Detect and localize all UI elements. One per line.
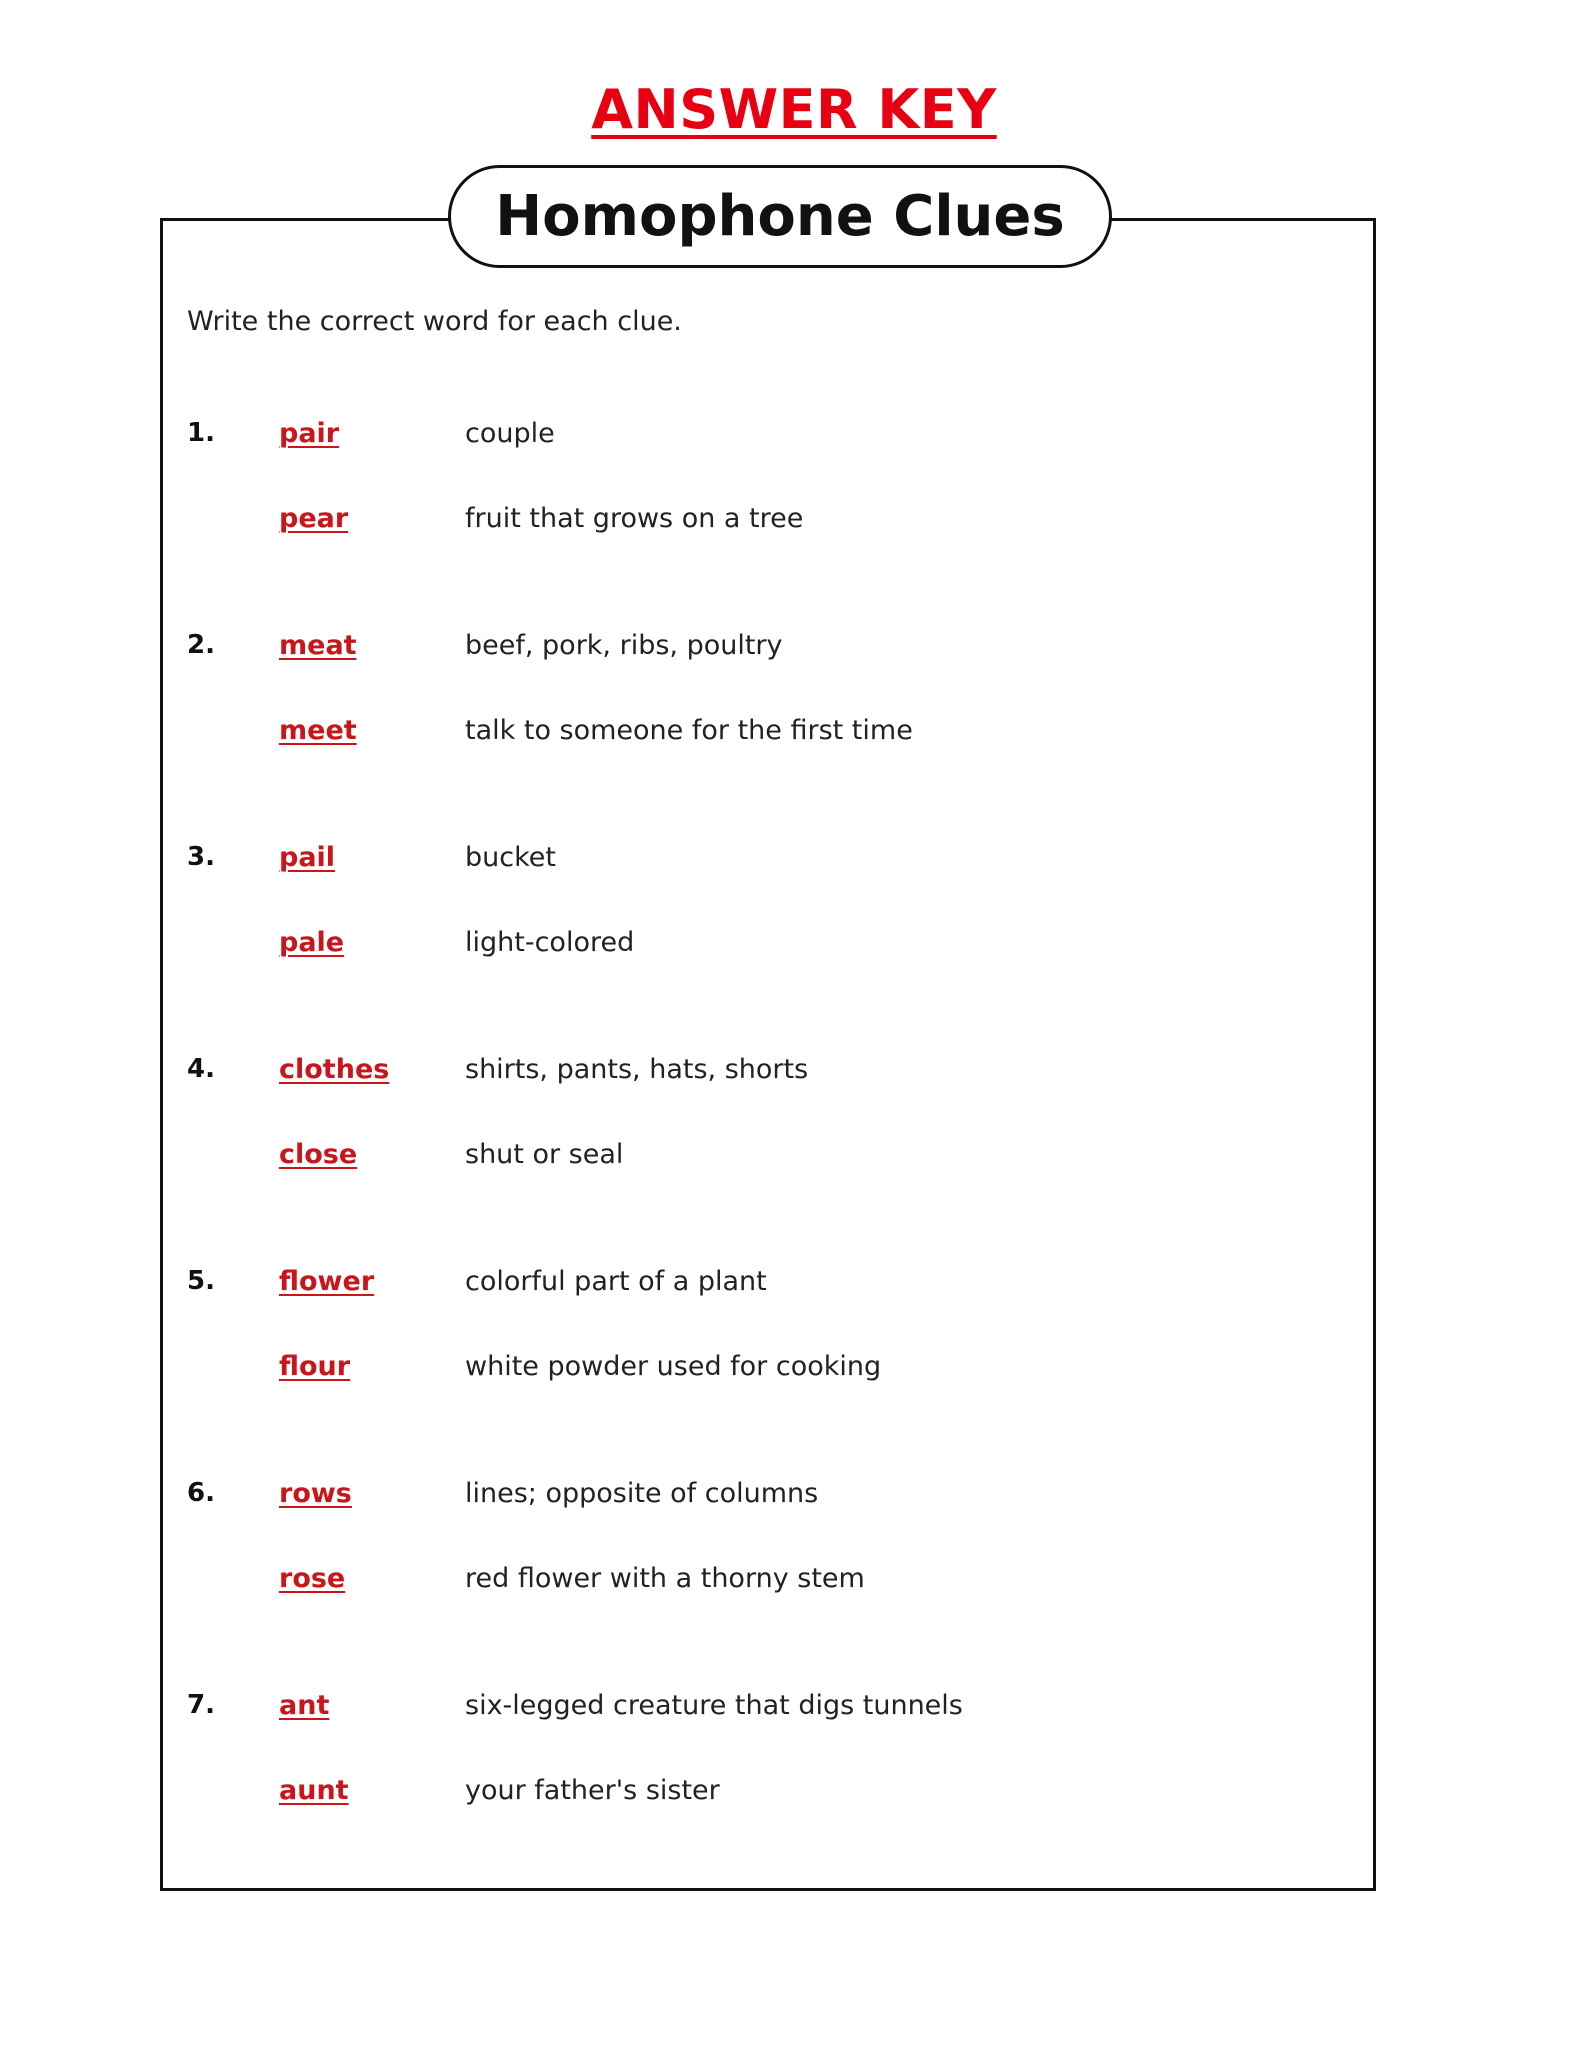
item-7-row-b: [0, 1775, 1200, 1815]
item-number: 7.: [187, 1690, 215, 1720]
clue-text: lines; opposite of columns: [465, 1478, 819, 1509]
item-2-row-a: [0, 630, 1200, 670]
clue-text: beef, pork, ribs, poultry: [465, 630, 783, 661]
clue-text: shirts, pants, hats, shorts: [465, 1054, 809, 1085]
clue-text: shut or seal: [465, 1139, 624, 1170]
clue-text: talk to someone for the first time: [465, 715, 913, 746]
answer-word: close: [279, 1139, 358, 1170]
answer-word: pail: [279, 842, 336, 873]
item-6-row-b: [0, 1563, 1200, 1603]
clue-text: fruit that grows on a tree: [465, 503, 804, 534]
instructions: Write the correct word for each clue.: [187, 306, 682, 337]
clue-text: bucket: [465, 842, 556, 873]
answer-word: pear: [279, 503, 349, 534]
item-number: 4.: [187, 1054, 215, 1084]
item-1-row-b: [0, 503, 1200, 543]
item-number: 2.: [187, 630, 215, 660]
clue-text: six-legged creature that digs tunnels: [465, 1690, 963, 1721]
clue-text: white powder used for cooking: [465, 1351, 882, 1382]
clue-text: couple: [465, 418, 555, 449]
clue-text: colorful part of a plant: [465, 1266, 767, 1297]
item-6-row-a: [0, 1478, 1200, 1518]
clue-text: your father's sister: [465, 1775, 720, 1806]
answer-word: meet: [279, 715, 357, 746]
answer-word: flour: [279, 1351, 351, 1382]
answer-word: aunt: [279, 1775, 349, 1806]
item-4-row-b: [0, 1139, 1200, 1179]
answer-word: rows: [279, 1478, 352, 1509]
item-7-row-a: [0, 1690, 1200, 1730]
item-3-row-a: [0, 842, 1200, 882]
answer-word: flower: [279, 1266, 375, 1297]
answer-word: pair: [279, 418, 340, 449]
item-3-row-b: [0, 927, 1200, 967]
item-5-row-a: [0, 1266, 1200, 1306]
answer-word: ant: [279, 1690, 330, 1721]
item-number: 5.: [187, 1266, 215, 1296]
answer-word: rose: [279, 1563, 346, 1594]
item-5-row-b: [0, 1351, 1200, 1391]
item-number: 3.: [187, 842, 215, 872]
item-number: 6.: [187, 1478, 215, 1508]
answer-word: meat: [279, 630, 357, 661]
clue-text: light-colored: [465, 927, 635, 958]
clue-text: red flower with a thorny stem: [465, 1563, 865, 1594]
item-number: 1.: [187, 418, 215, 448]
item-1-row-a: [0, 418, 1200, 458]
worksheet-title: Homophone Clues: [448, 165, 1112, 268]
item-4-row-a: [0, 1054, 1200, 1094]
item-2-row-b: [0, 715, 1200, 755]
answer-word: pale: [279, 927, 345, 958]
answer-word: clothes: [279, 1054, 390, 1085]
answer-key-heading: ANSWER KEY: [591, 78, 997, 141]
